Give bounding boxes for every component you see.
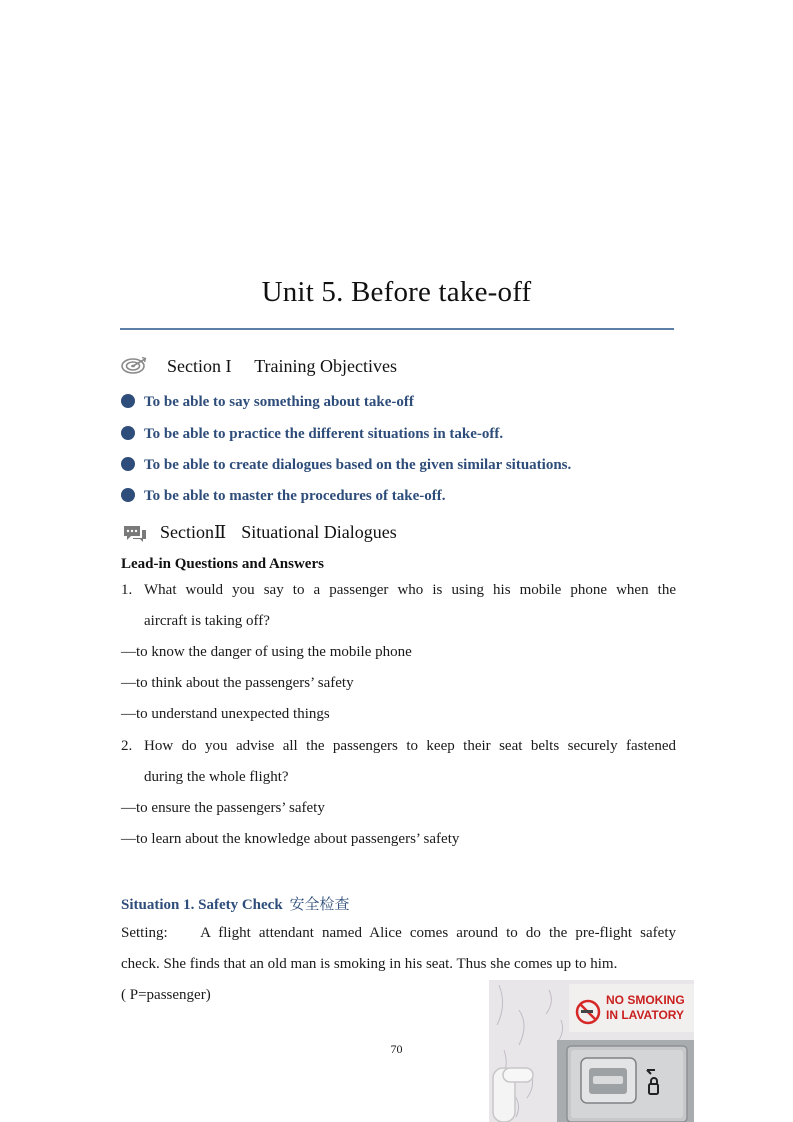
- lead-in-heading: Lead-in Questions and Answers: [121, 556, 324, 572]
- setting-line-2: check. She finds that an old man is smoking in his seat. Thus she comes up to him.: [121, 956, 618, 972]
- objective-item: [121, 457, 571, 474]
- answer-item: —to learn about the knowledge about passengers’ safety: [121, 831, 460, 847]
- setting-line-1: Setting: A flight attendant named Alice comes around to do the pre-flight safety: [121, 925, 676, 941]
- title-divider: [120, 328, 674, 330]
- section-1-title: Training Objectives: [254, 356, 398, 376]
- passenger-note: ( P=passenger): [121, 987, 211, 1003]
- situation-1-title-cn: 安全检查: [289, 895, 350, 913]
- bullet-icon: [121, 394, 135, 408]
- target-icon: [121, 356, 149, 376]
- no-smoking-sign-photo: [489, 980, 694, 1122]
- sign-text-line-1: NO SMOKING: [606, 993, 685, 1007]
- situation-1-title: Situation 1. Safety Check: [121, 897, 283, 913]
- sign-text-line-2: IN LAVATORY: [606, 1008, 684, 1022]
- bullet-icon: [121, 426, 135, 440]
- answer-item: —to think about the passengers’ safety: [121, 675, 354, 691]
- section-2-title: Situational Dialogues: [241, 522, 397, 542]
- objective-text: To be able to master the procedures of take-off.: [144, 488, 446, 504]
- section-2-heading: [160, 522, 397, 543]
- question-1-line-2: aircraft is taking off?: [144, 613, 270, 629]
- unit-title: Unit 5. Before take-off: [261, 276, 532, 308]
- question-number: 2.: [121, 738, 133, 754]
- objective-text: To be able to practice the different situations in take-off.: [144, 426, 504, 442]
- objective-text: To be able to create dialogues based on the given similar situations.: [144, 457, 572, 473]
- question-1-line-1: What would you say to a passenger who is using his mobile phone when the: [144, 582, 676, 598]
- page-number: 70: [390, 1042, 403, 1056]
- bullet-icon: [121, 457, 135, 471]
- section-1-heading: [167, 356, 397, 377]
- section-2-number: SectionⅡ: [160, 522, 227, 542]
- situation-1-heading: [121, 893, 349, 914]
- answer-item: —to understand unexpected things: [121, 706, 330, 722]
- question-2-line-2: during the whole flight?: [144, 769, 289, 785]
- bullet-icon: [121, 488, 135, 502]
- question-2-line-1: How do you advise all the passengers to keep their seat belts securely fastened: [144, 738, 676, 754]
- answer-item: —to ensure the passengers’ safety: [121, 800, 325, 816]
- objective-item: [121, 426, 503, 443]
- objective-item: [121, 394, 414, 411]
- objective-text: To be able to say something about take-off: [144, 394, 414, 410]
- objective-item: [121, 488, 446, 505]
- answer-item: —to know the danger of using the mobile phone: [121, 644, 412, 660]
- question-number: 1.: [121, 582, 133, 598]
- chat-icon: [122, 524, 148, 544]
- section-1-number: Section I: [167, 356, 232, 376]
